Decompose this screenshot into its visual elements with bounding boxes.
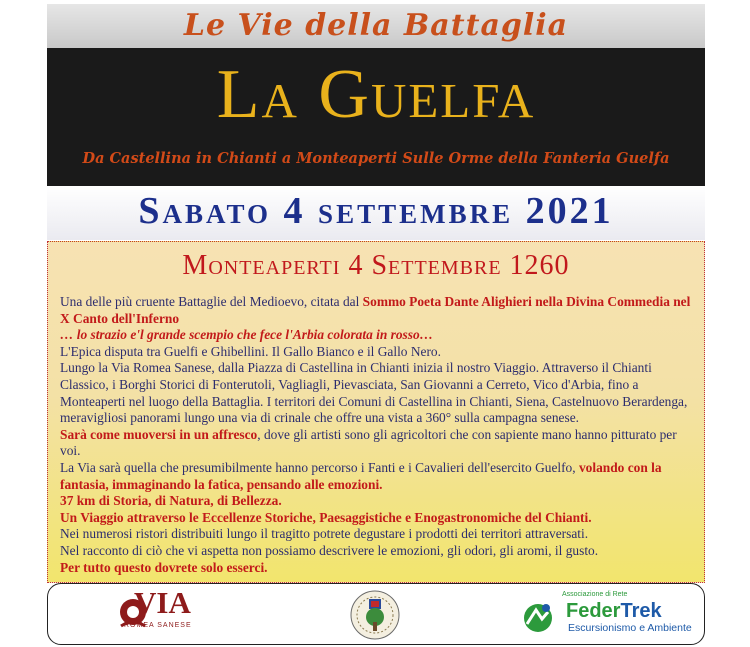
poster	[47, 4, 705, 644]
tagline: Da Castellina in Chianti a Monteaperti Sulle Orme della Fanteria Guelfa	[82, 150, 670, 167]
paragraph-via	[60, 460, 696, 493]
inferno-quote: … lo strazio e'l grande scempio che fece l'Arbia colorata in rosso…	[60, 327, 434, 343]
via-text: La Via sarà quella che presumibilmente hanno percorso i Fanti e i Cavalieri dell'esercito Guelfo,	[60, 459, 579, 475]
series-title: Le Vie della Battaglia	[183, 8, 569, 43]
paragraph-racconto: Nel racconto di ciò che vi aspetta non possiamo descrivere le emozioni, gli odori, gli aromi, il gusto.	[60, 542, 599, 558]
paragraph-esserci: Per tutto questo dovrete solo esserci.	[60, 559, 268, 575]
paragraph-affresco	[60, 427, 696, 460]
paragraph-km: 37 km di Storia, di Natura, di Bellezza.	[60, 493, 282, 509]
via-logo-text: VIA	[134, 585, 191, 620]
description-text	[60, 294, 696, 576]
main-title: La Guelfa	[216, 56, 536, 133]
federtrek-subtitle: Escursionismo e Ambiente	[568, 622, 692, 634]
paragraph-intro	[60, 294, 696, 327]
federtrek-tagline-top: Associazione di Rete	[562, 591, 628, 598]
via-logo-subtitle: ROMEA SANESE	[124, 622, 192, 629]
federtrek-logo-text	[566, 600, 662, 623]
paragraph-route: Lungo la Via Romea Sanese, dalla Piazza di Castellina in Chianti inizia il nostro Viaggio. Attraverso il Chianti Classico, i Borghi Storici di Fonterutoli, Vagliagli, Pievasciata, San Giovanni a Cerreto, Vico d'Arbia, fino a Monteaperti nel luogo della Battaglia. I territori dei Comuni di Castellina in Chianti, Siena, Castelnuovo Berardenga, meravigliosi panorami lungo una via di crinale che offre una vista a 360° sulla campagna senese.	[60, 360, 688, 426]
event-date: Sabato 4 settembre 2021	[138, 190, 614, 232]
description-panel	[47, 241, 705, 583]
federtrek-trek: Trek	[620, 600, 662, 622]
paragraph-dispute: L'Epica disputa tra Guelfi e Ghibellini. Il Gallo Bianco e il Gallo Nero.	[60, 343, 441, 359]
affresco-highlight: Sarà come muoversi in un affresco	[60, 426, 258, 442]
paragraph-quote	[60, 327, 696, 344]
affresco-text: , dove gli artisti sono gli agricoltori che con sapiente mano hanno pitturato per voi.	[60, 426, 677, 459]
fantasia-highlight: volando con la fantasia, immaginando la fatica, pensando alle emozioni.	[60, 459, 662, 492]
comune-seal-icon	[350, 590, 400, 640]
intro-text: Una delle più cruente Battaglie del Medioevo, citata dal	[60, 294, 363, 309]
paragraph-eccellenze: Un Viaggio attraverso le Eccellenze Storiche, Paesaggistiche e Enogastronomiche del Chianti.	[60, 509, 592, 525]
federtrek-fed: Feder	[566, 600, 621, 622]
sponsor-logos	[47, 583, 705, 645]
paragraph-ristori: Nei numerosi ristori distribuiti lungo il tragitto potrete degustare i prodotti dei territori attraversati.	[60, 526, 589, 542]
panel-title: Monteaperti 4 Settembre 1260	[182, 250, 570, 281]
dante-citation: Sommo Poeta Dante Alighieri nella Divina Commedia nel X Canto dell'Inferno	[60, 294, 691, 326]
